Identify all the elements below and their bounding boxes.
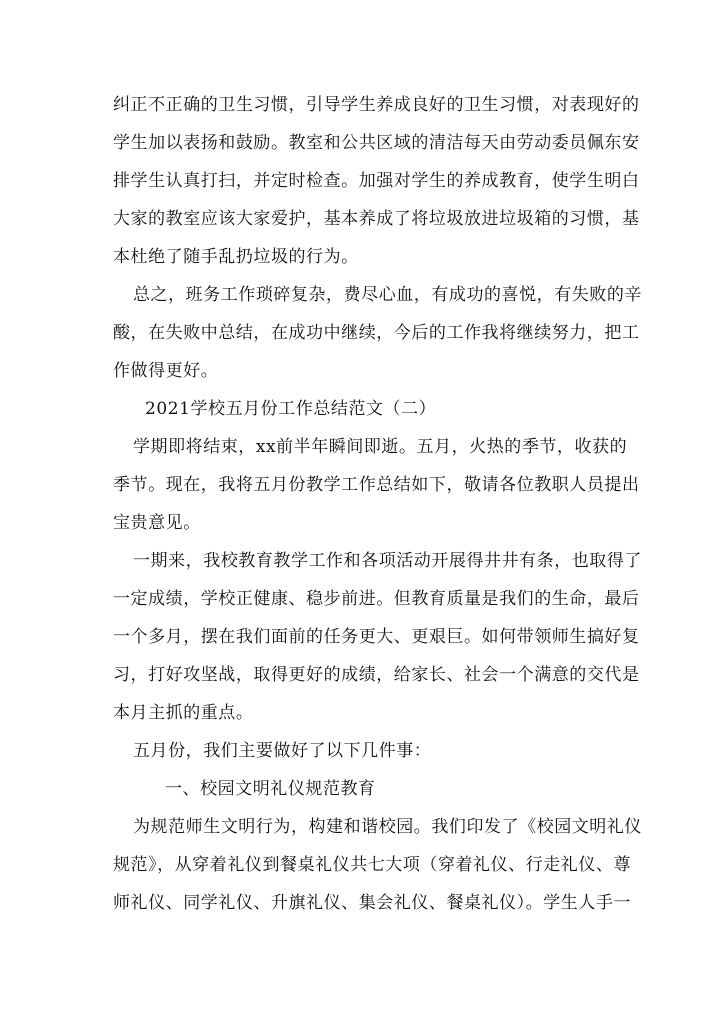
text-line: 规范》，从穿着礼仪到餐桌礼仪共七大项（穿着礼仪、行走礼仪、尊: [113, 855, 631, 875]
text-line: 纠正不正确的卫生习惯，引导学生养成良好的卫生习惯，对表现好的: [113, 95, 640, 115]
text-line: 为规范师生文明行为，构建和谐校园。我们印发了《校园文明礼仪: [133, 817, 642, 837]
text-line: 习，打好攻坚战，取得更好的成绩，给家长、社会一个满意的交代是: [113, 665, 640, 685]
text-line: 作做得更好。: [113, 361, 219, 381]
text-line: 本杜绝了随手乱扔垃圾的行为。: [113, 247, 359, 267]
text-line: 一定成绩，学校正健康、稳步前进。但教育质量是我们的生命，最后: [113, 589, 640, 609]
text-line: 排学生认真打扫，并定时检查。加强对学生的养成教育，使学生明白: [113, 171, 640, 191]
text-line: 师礼仪、同学礼仪、升旗礼仪、集会礼仪、餐桌礼仪）。学生人手一: [113, 893, 631, 913]
text-line: 学期即将结束，xx前半年瞬间即逝。五月，火热的季节，收获的: [133, 437, 628, 457]
text-line: 本月主抓的重点。: [113, 703, 254, 723]
text-line: 宝贵意见。: [113, 513, 201, 533]
text-line: 大家的教室应该大家爱护，基本养成了将垃圾放进垃圾箱的习惯，基: [113, 209, 640, 229]
text-line: 季节。现在，我将五月份教学工作总结如下，敬请各位教职人员提出: [113, 475, 640, 495]
section-heading: 一、校园文明礼仪规范教育: [165, 779, 376, 799]
text-line: 学生加以表扬和鼓励。教室和公共区域的清洁每天由劳动委员佩东安: [113, 133, 640, 153]
text-line: 五月份，我们主要做好了以下几件事：: [133, 741, 432, 761]
text-line: 一个多月，摆在我们面前的任务更大、更艰巨。如何带领师生搞好复: [113, 627, 640, 647]
text-line: 酸，在失败中总结，在成功中继续，今后的工作我将继续努力，把工: [113, 323, 640, 343]
document-title: 2021学校五月份工作总结范文（二）: [145, 399, 437, 419]
text-line: 一期来，我校教育教学工作和各项活动开展得井井有条，也取得了: [133, 551, 642, 571]
text-line: 总之，班务工作琐碎复杂，费尽心血，有成功的喜悦，有失败的辛: [133, 285, 642, 305]
